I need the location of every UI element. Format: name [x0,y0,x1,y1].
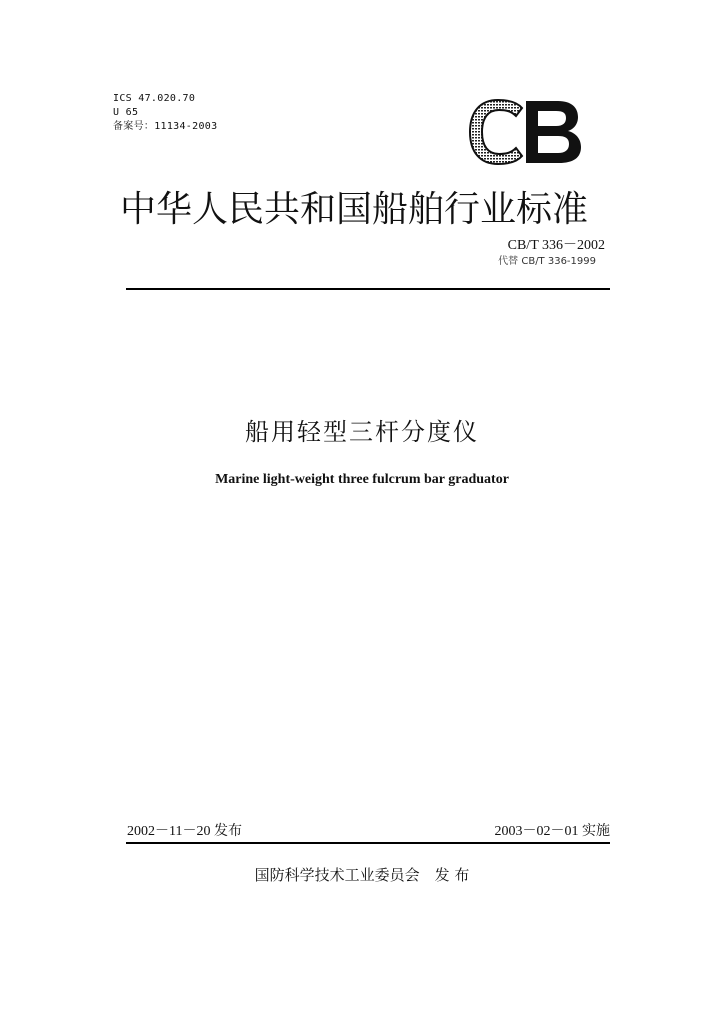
standard-code: CB/T 336－2002 [507,238,605,253]
filing-number: 备案号：11134-2003 [113,121,218,132]
logo-letter-c [470,100,522,164]
effective-date: 2003－02－01 实施 [494,824,610,839]
replaces-standard: 代替 CB/T 336-1999 [498,256,596,267]
logo-letter-b [526,101,581,163]
publisher: 国防科学技术工业委员会 发 布 [254,866,470,884]
u-code: U 65 [113,107,139,118]
ics-code: ICS 47.020.70 [113,93,196,104]
issue-date: 2002－11－20 发布 [127,824,242,839]
cb-logo [466,98,584,166]
bottom-divider [126,842,610,844]
standard-category-title: 中华人民共和国船舶行业标准 [120,189,589,230]
document-meta [113,92,217,134]
document-title-en: Marine light-weight three fulcrum bar graduator [215,472,509,487]
document-title-cn: 船用轻型三杆分度仪 [245,418,479,446]
top-divider [126,288,610,290]
